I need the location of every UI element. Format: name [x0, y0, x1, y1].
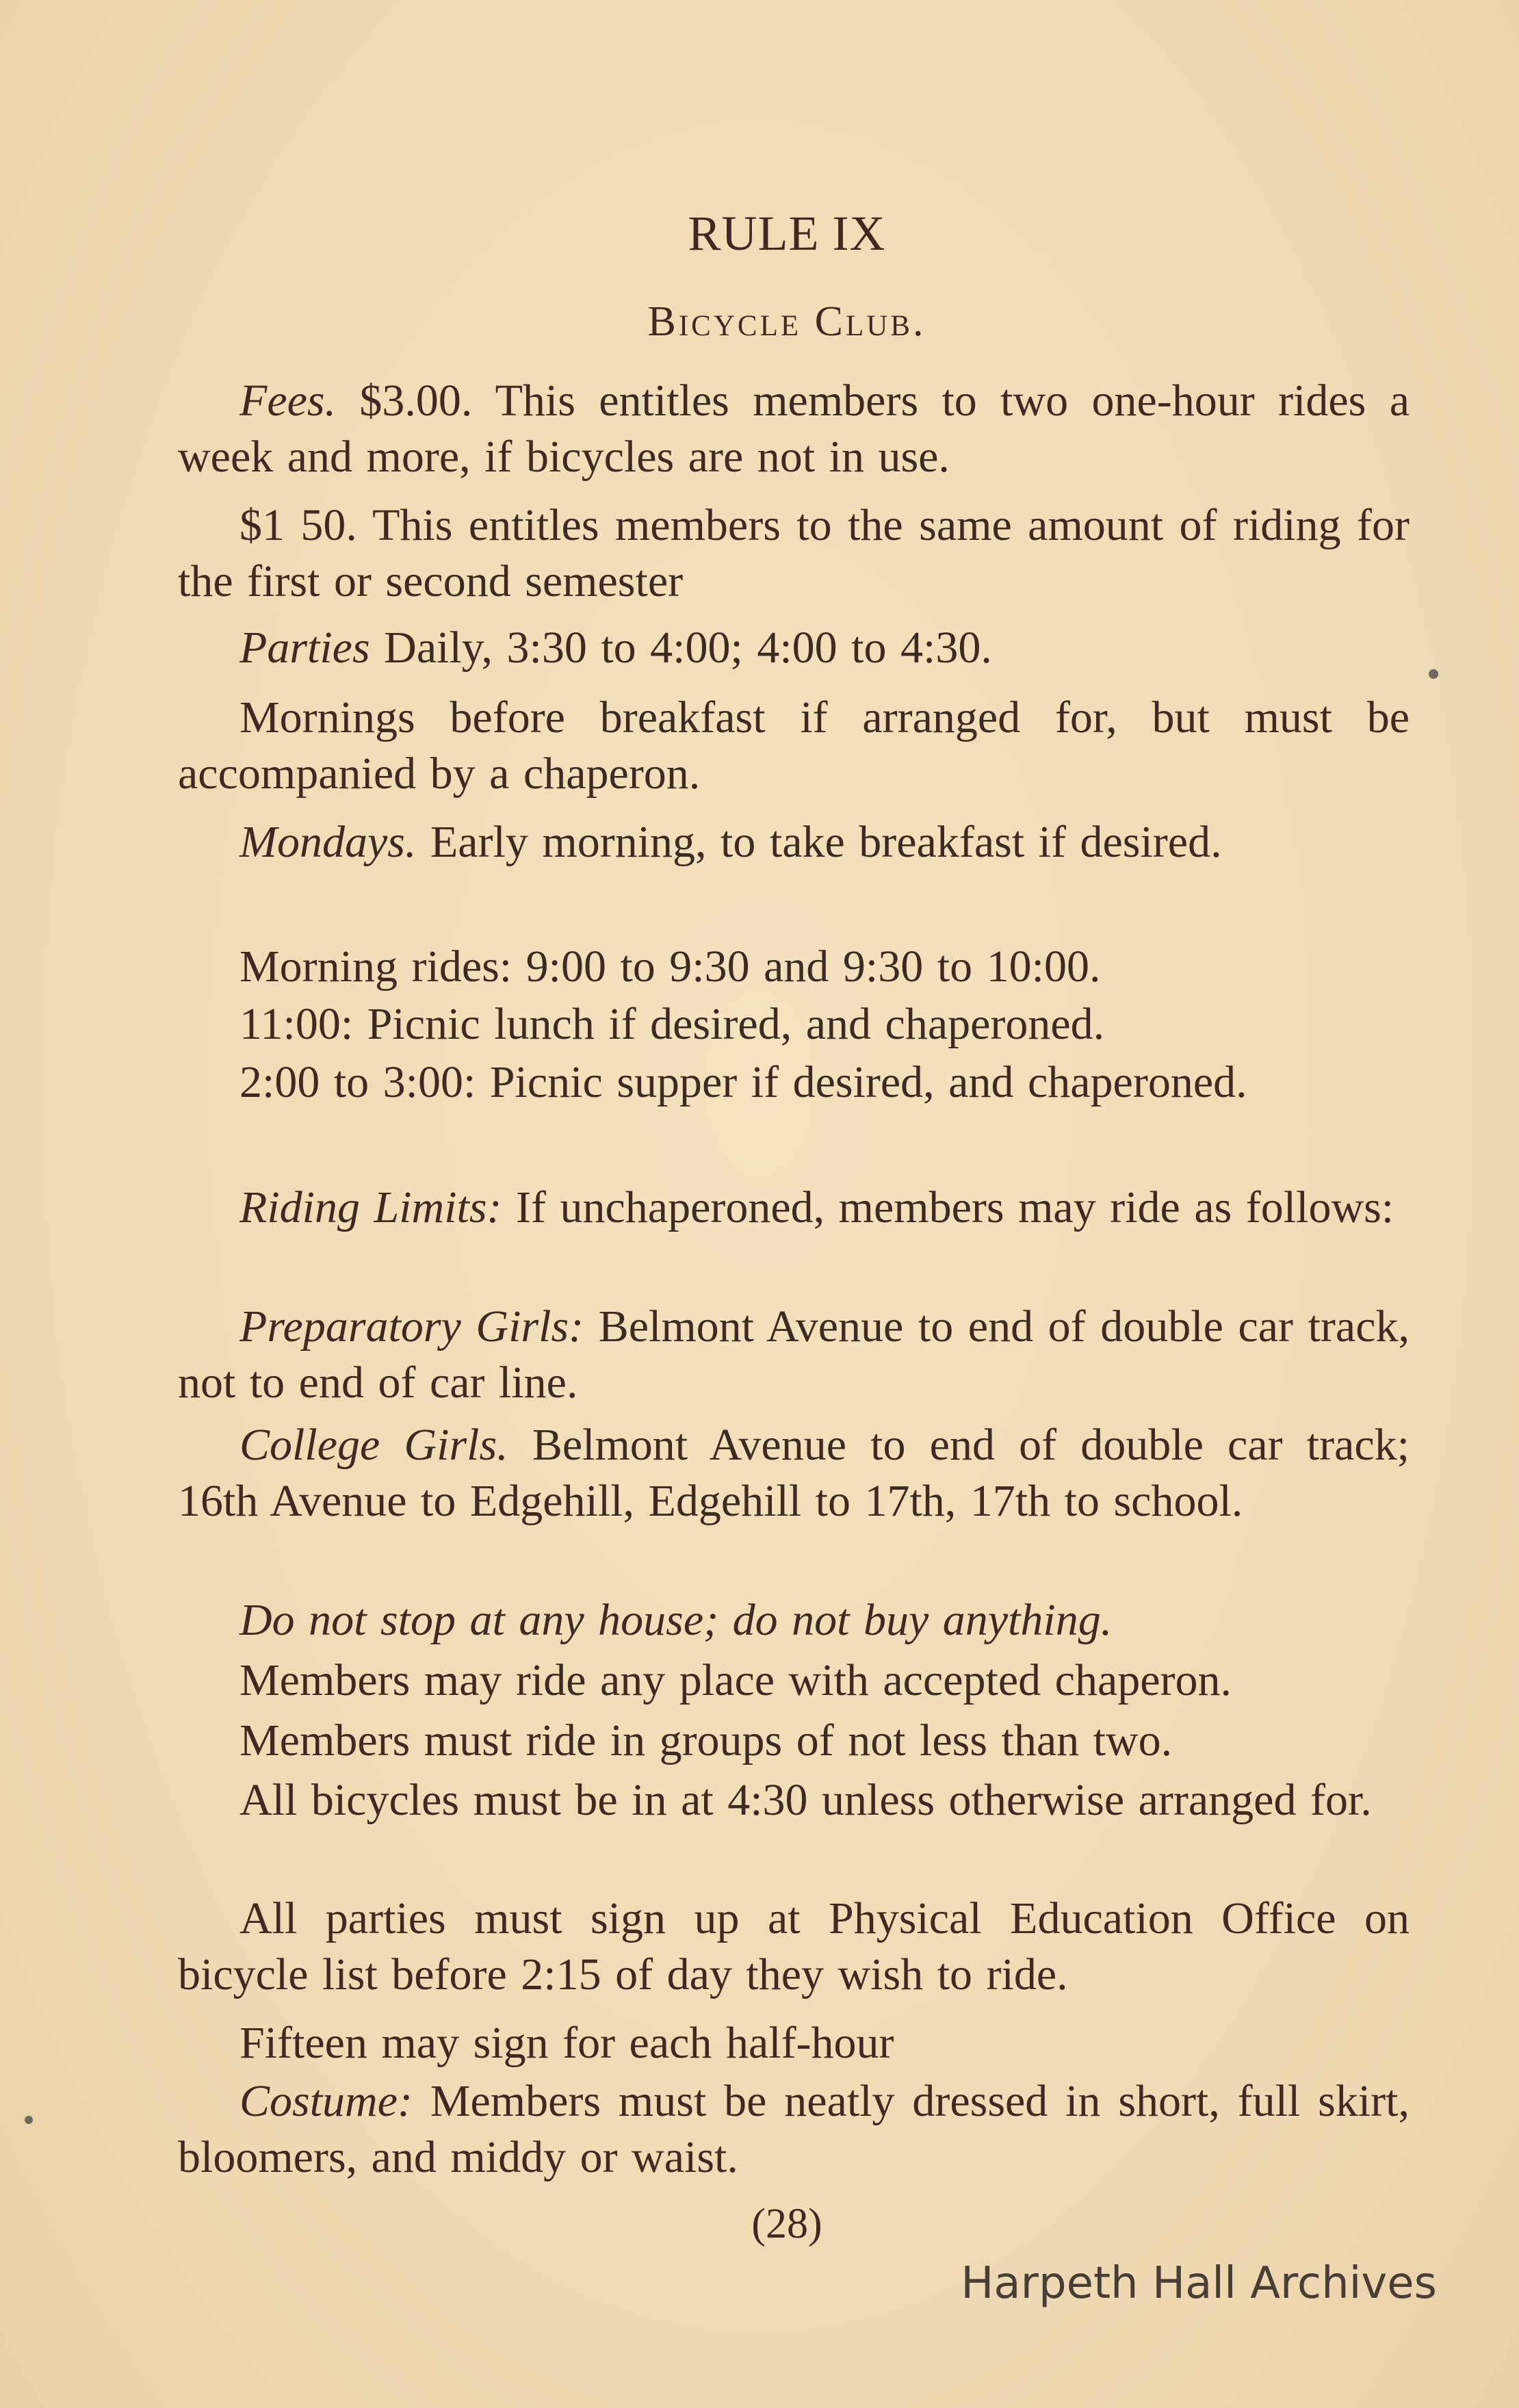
- paragraph-text: Belmont Avenue to end of double car track, not to end of car line.: [178, 1302, 1410, 1408]
- paragraph-accepted-chaperon: [178, 1653, 1410, 1709]
- paragraph-mondays: [178, 814, 1410, 870]
- paragraph-lead: Fees.: [239, 376, 337, 426]
- paragraph-preparatory-girls: [178, 1299, 1410, 1411]
- paragraph-text: Members must ride in groups of not less than two.: [239, 1716, 1173, 1765]
- paragraph-picnic-lunch: [178, 996, 1410, 1052]
- paragraph-parties: [178, 620, 1410, 676]
- paragraph-text: 2:00 to 3:00: Picnic supper if desired, and chaperoned.: [239, 1057, 1247, 1107]
- paper-speck: [1429, 669, 1438, 679]
- paragraph-text: All parties must sign up at Physical Education Office on bicycle list before 2:15 of day they wish to ride.: [178, 1893, 1410, 1999]
- paragraph-fees: [178, 373, 1410, 485]
- paragraph-costume: [178, 2073, 1410, 2186]
- page-number: (28): [751, 2201, 822, 2247]
- paragraph-morning-rides: [178, 939, 1410, 995]
- paragraph-picnic-supper: [178, 1054, 1410, 1111]
- club-title: Bicycle Club.: [647, 298, 926, 345]
- paragraph-lead: Mondays.: [239, 817, 417, 867]
- paragraph-text: Members may ride any place with accepted chaperon.: [239, 1655, 1232, 1705]
- paragraph-mornings: [178, 690, 1410, 802]
- paragraph-text: Members must be neatly dressed in short, full skirt, bloomers, and middy or waist.: [178, 2076, 1410, 2182]
- paragraph-riding-limits: [178, 1180, 1410, 1236]
- paragraph-text: Fifteen may sign for each half-hour: [239, 2018, 894, 2068]
- paragraph-half-fee: [178, 497, 1410, 610]
- paragraph-lead: Preparatory Girls:: [239, 1302, 584, 1351]
- archive-watermark: Harpeth Hall Archives: [961, 2258, 1437, 2309]
- paragraph-italic-line: Do not stop at any house; do not buy anything.: [239, 1595, 1113, 1645]
- paragraph-lead: Costume:: [239, 2076, 413, 2126]
- paragraph-text: Daily, 3:30 to 4:00; 4:00 to 4:30.: [369, 623, 992, 673]
- rule-title: RULE IX: [688, 206, 886, 261]
- paragraph-lead: Parties: [239, 623, 370, 673]
- paragraph-bicycles-in: [178, 1772, 1410, 1828]
- paragraph-groups: [178, 1713, 1410, 1769]
- paper-speck: [25, 2116, 33, 2124]
- paragraph-lead: Riding Limits:: [239, 1182, 502, 1232]
- paragraph-text: Belmont Avenue to end of double car track; 16th Avenue to Edgehill, Edgehill to 17th, 17th to school.: [178, 1420, 1410, 1526]
- paragraph-text: 11:00: Picnic lunch if desired, and chaperoned.: [239, 999, 1105, 1049]
- paragraph-text: $3.00. This entitles members to two one-hour rides a week and more, if bicycles are not in use.: [178, 376, 1410, 482]
- paragraph-text: All bicycles must be in at 4:30 unless otherwise arranged for.: [239, 1775, 1372, 1825]
- paragraph-lead: College Girls.: [239, 1420, 508, 1470]
- paragraph-college-girls: [178, 1417, 1410, 1529]
- paragraph-text: Mornings before breakfast if arranged for, but must be accompanied by a chaperon.: [178, 692, 1410, 799]
- paragraph-do-not-stop: [178, 1592, 1410, 1648]
- paragraph-sign-up: [178, 1891, 1410, 2003]
- paragraph-fifteen: [178, 2015, 1410, 2071]
- paragraph-text: Early morning, to take breakfast if desired.: [416, 817, 1222, 867]
- paragraph-text: $1 50. This entitles members to the same amount of riding for the first or second semester: [178, 500, 1410, 606]
- paragraph-text: Morning rides: 9:00 to 9:30 and 9:30 to 10:00.: [239, 942, 1101, 992]
- paragraph-text: If unchaperoned, members may ride as follows:: [502, 1182, 1394, 1232]
